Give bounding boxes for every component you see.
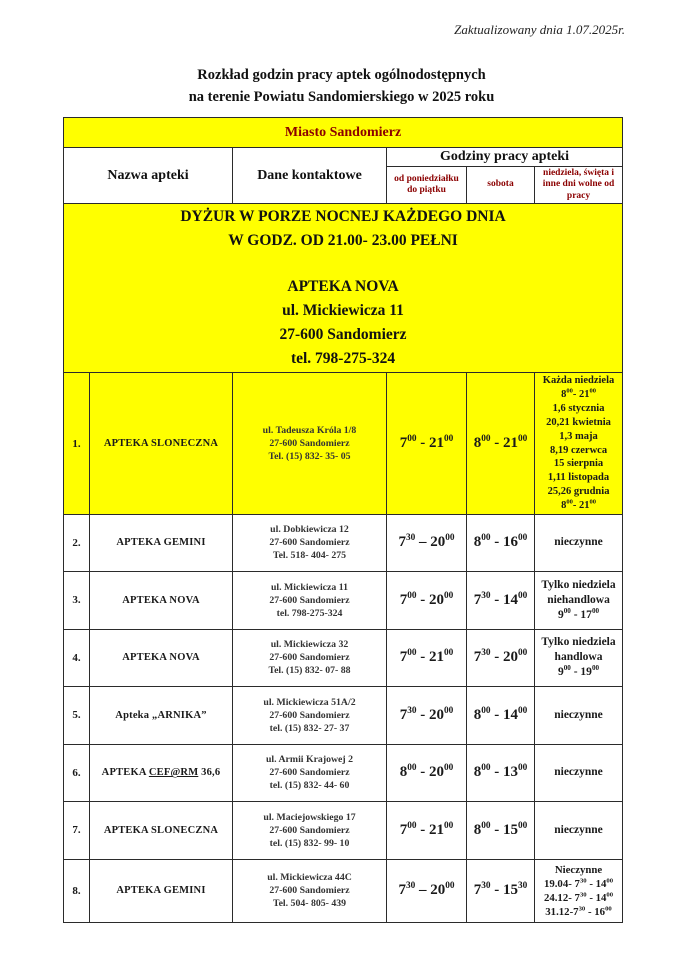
header-name-column: Nazwa apteki [64,148,233,204]
row-number: 3. [64,571,90,629]
saturday-hours: $7^{30} - 14^{00}$ [467,571,535,629]
sunday-hours: Tylko niedziela handlowa $9^{00} - 19^{00}$ [535,629,623,686]
row-number: 4. [64,629,90,686]
saturday-hours: $8^{00} - 15^{00}$ [467,801,535,859]
night-duty-spacer [66,253,620,275]
contact-info: ul. Mickiewicza 11 27-600 Sandomierz tel. 798-275-324 [233,571,387,629]
weekday-hours: $7^{00} - 21^{00}$ [387,629,467,686]
weekday-hours: $7^{30} - 20^{00}$ [387,859,467,922]
night-duty-city: 27-600 Sandomierz [279,326,407,344]
sunday-hours: nieczynne [535,744,623,801]
weekday-hours: $7^{00} - 21^{00}$ [387,801,467,859]
saturday-hours: $7^{30} - 20^{00}$ [467,629,535,686]
contact-info: ul. Mickiewicza 51A/2 27-600 Sandomierz tel. (15) 832- 27- 37 [233,686,387,744]
night-duty-pharmacy: APTEKA NOVA [287,278,399,296]
saturday-hours: $8^{00} - 21^{00}$ [467,373,535,515]
city-band: Miasto Sandomierz [64,118,623,148]
contact-info: ul. Dobkiewicza 12 27-600 Sandomierz Tel. 518- 404- 275 [233,514,387,571]
table-row [64,514,623,571]
night-duty-line2: W GODZ. OD 21.00- 23.00 PEŁNI [228,232,458,250]
pharmacy-hours-table [63,117,623,923]
header-saturday-column: sobota [467,167,535,204]
contact-info: ul. Armii Krajowej 2 27-600 Sandomierz tel. (15) 832- 44- 60 [233,744,387,801]
weekday-hours: $7^{00} - 20^{00}$ [387,571,467,629]
pharmacy-name: APTEKA NOVA [90,571,233,629]
row-number: 8. [64,859,90,922]
saturday-hours: $7^{30} - 15^{30}$ [467,859,535,922]
table-row [64,801,623,859]
saturday-hours: $8^{00} - 14^{00}$ [467,686,535,744]
page-title-line2: na terenie Powiatu Sandomierskiego w 2025 roku [188,89,495,106]
page-title-line1: Rozkład godzin pracy aptek ogólnodostępnych [197,67,486,83]
table-row [64,686,623,744]
sunday-hours: Nieczynne 19.04- $7^{30} - 14^{00}$ 24.12- $7^{30} - 14^{00}$ $31.12-7^{30} - 16^{00}$ [535,859,623,922]
night-duty-notice [64,204,623,373]
row-number: 6. [64,744,90,801]
pharmacy-name: APTEKA GEMINI [90,514,233,571]
header-sunday-column: niedziela, święta i inne dni wolne od pracy [535,167,623,204]
row-number: 1. [64,373,90,515]
header-weekday-column: od poniedziałku do piątku [387,167,467,204]
night-duty-phone: tel. 798-275-324 [290,350,396,368]
saturday-hours: $8^{00} - 13^{00}$ [467,744,535,801]
weekday-hours: $7^{30} - 20^{00}$ [387,514,467,571]
table-row [64,629,623,686]
sunday-hours: nieczynne [535,686,623,744]
contact-info: ul. Tadeusza Króla 1/8 27-600 Sandomierz Tel. (15) 832- 35- 05 [233,373,387,515]
sunday-hours: Każda niedziela $8^{00}-$ $21^{00}$ 1,6 stycznia 20,21 kwietnia 1,3 maja 8,19 czerwca 15 sierpnia 1,11 listopada 25,26 grudnia $8^{00}-$ $21^{00}$ [535,373,623,515]
header-hours-group: Godziny pracy apteki [387,148,623,167]
row-number: 2. [64,514,90,571]
pharmacy-name: APTEKA GEMINI [90,859,233,922]
saturday-hours: $8^{00} - 16^{00}$ [467,514,535,571]
page-title [0,64,683,109]
sunday-hours: nieczynne [535,514,623,571]
pharmacy-name: APTEKA SLONECZNA [90,801,233,859]
table-row [64,571,623,629]
updated-date-note: Zaktualizowany dnia 1.07.2025r. [454,22,625,37]
pharmacy-name: APTEKA NOVA [90,629,233,686]
contact-info: ul. Mickiewicza 44C 27-600 Sandomierz Tel. 504- 805- 439 [233,859,387,922]
contact-info: ul. Mickiewicza 32 27-600 Sandomierz Tel. (15) 832- 07- 88 [233,629,387,686]
contact-info: ul. Maciejowskiego 17 27-600 Sandomierz tel. (15) 832- 99- 10 [233,801,387,859]
weekday-hours: $8^{00} - 20^{00}$ [387,744,467,801]
sunday-hours: Tylko niedziela niehandlowa $9^{00} - 17^{00}$ [535,571,623,629]
pharmacy-name: APTEKA CEF@RM 36,6 [90,744,233,801]
header-contact-column: Dane kontaktowe [233,148,387,204]
row-number: 5. [64,686,90,744]
table-row [64,859,623,922]
night-duty-line1: DYŻUR W PORZE NOCNEJ KAŻDEGO DNIA [180,208,506,226]
weekday-hours: $7^{00} - 21^{00}$ [387,373,467,515]
sunday-hours: nieczynne [535,801,623,859]
pharmacy-name: Apteka „ARNIKA” [90,686,233,744]
weekday-hours: $7^{30} - 20^{00}$ [387,686,467,744]
table-row [64,373,623,515]
row-number: 7. [64,801,90,859]
pharmacy-name: APTEKA SLONECZNA [90,373,233,515]
table-row [64,744,623,801]
night-duty-street: ul. Mickiewicza 11 [282,302,404,320]
